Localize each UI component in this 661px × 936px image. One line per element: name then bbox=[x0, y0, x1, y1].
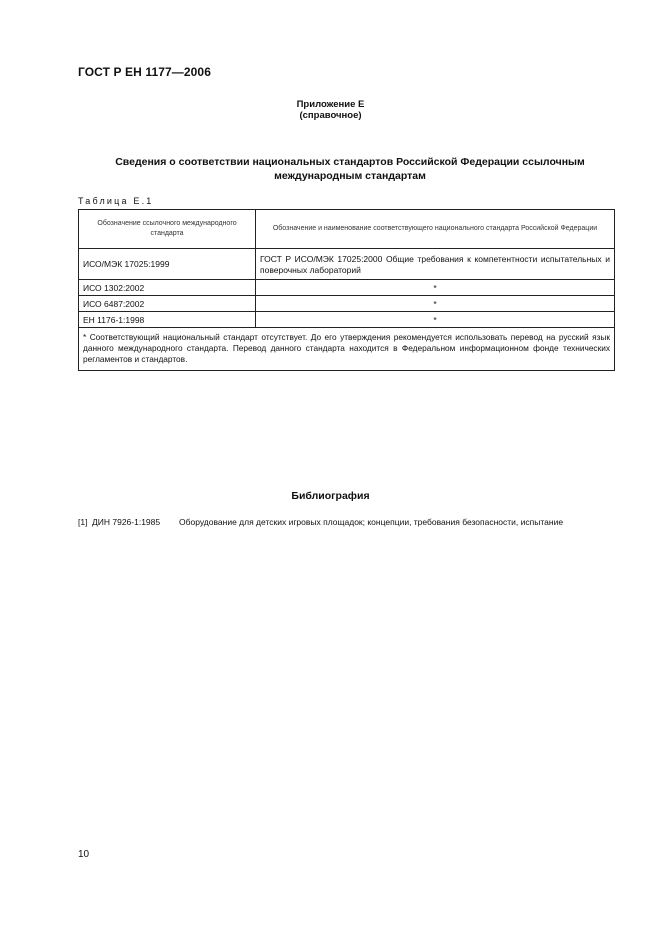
bibliography-item-text: Оборудование для детских игровых площадок; концепции, требования безопасности, испытание bbox=[179, 517, 564, 527]
table-caption: Таблица Е.1 bbox=[78, 196, 154, 206]
bibliography-title: Библиография bbox=[291, 490, 370, 502]
national-standard-text: ГОСТ Р ИСО/МЭК 17025:2000 Общие требования к компетентности испытательных и поверочных лабораторий bbox=[260, 253, 610, 275]
table-footnote: * Соответствующий национальный стандарт отсутствует. До его утверждения рекомендуется использовать перевод на русский язык данного международного стандарта. Перевод данного стандарта находится в Федеральном информационном фонде технических регламентов и стандартов. bbox=[79, 328, 615, 371]
cell-national-standard: * bbox=[256, 280, 615, 296]
appendix-heading bbox=[0, 99, 661, 121]
document-code: ГОСТ Р ЕН 1177—2006 bbox=[78, 65, 211, 79]
cell-intl-standard: ИСО 1302:2002 bbox=[79, 280, 256, 296]
table-row bbox=[79, 296, 615, 312]
cell-intl-standard: ЕН 1176-1:1998 bbox=[79, 312, 256, 328]
table-row bbox=[79, 280, 615, 296]
page-number: 10 bbox=[78, 849, 90, 860]
column-header-national: Обозначение и наименование соответствующего национального стандарта Российской Федерации bbox=[256, 210, 615, 249]
appendix-title: Приложение Е bbox=[296, 99, 365, 110]
correspondence-table bbox=[78, 209, 615, 371]
table-header-row bbox=[79, 210, 615, 249]
table-row bbox=[79, 312, 615, 328]
bibliography-item-code: ДИН 7926-1:1985 bbox=[92, 517, 161, 527]
cell-national-standard: * bbox=[256, 296, 615, 312]
section-title: Сведения о соответствии национальных стандартов Российской Федерации ссылочным международным стандартам bbox=[115, 156, 585, 182]
table-footnote-row bbox=[79, 328, 615, 371]
table-row bbox=[79, 249, 615, 280]
cell-intl-standard: ИСО/МЭК 17025:1999 bbox=[79, 249, 256, 280]
bibliography-item-number: [1] bbox=[78, 517, 88, 527]
column-header-international: Обозначение ссылочного международного стандарта bbox=[79, 210, 256, 249]
cell-national-standard bbox=[256, 249, 615, 280]
cell-intl-standard: ИСО 6487:2002 bbox=[79, 296, 256, 312]
appendix-subtitle: (справочное) bbox=[299, 110, 362, 121]
cell-national-standard: * bbox=[256, 312, 615, 328]
bibliography-item bbox=[78, 517, 618, 529]
